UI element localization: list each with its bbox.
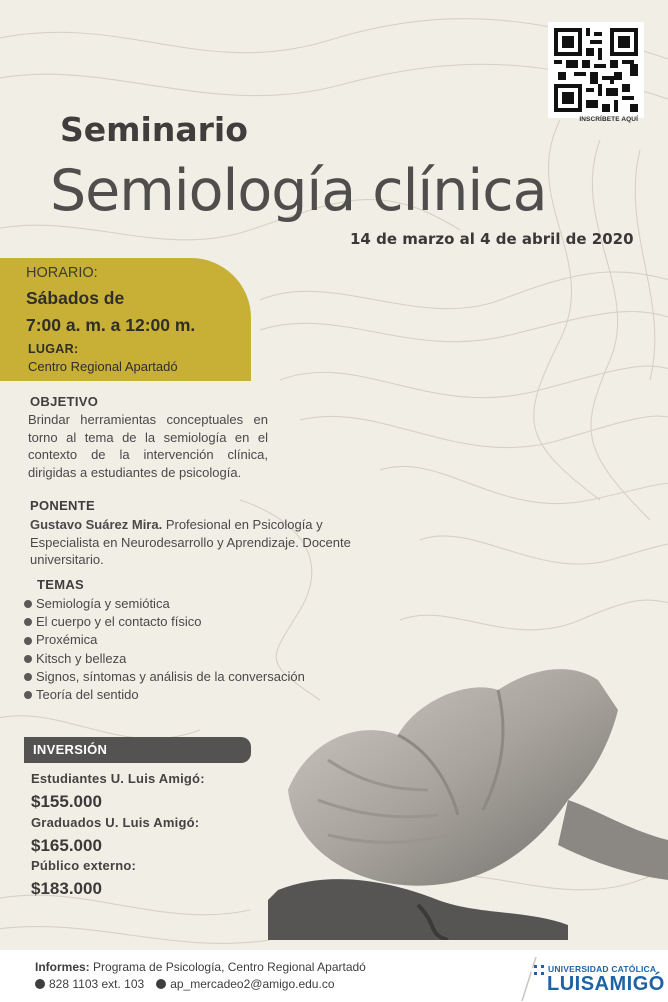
page-title: Semiología clínica	[50, 158, 547, 224]
info-text: Programa de Psicología, Centro Regional Apartadó	[89, 960, 366, 974]
footer-contact	[35, 977, 335, 991]
price-label-graduates: Graduados U. Luis Amigó:	[31, 815, 200, 830]
objective-text: Brindar herramientas conceptuales en torno al tema de la semiología en el contexto de la intervención clínica, dirigidas a estudiantes de psicología.	[28, 412, 268, 480]
price-value-external: $183.000	[31, 879, 102, 898]
topic-label: Proxémica	[36, 632, 98, 648]
list-item	[24, 668, 305, 686]
objective-heading: OBJETIVO	[30, 394, 99, 409]
qr-label: INSCRÍBETE AQUÍ	[579, 116, 638, 123]
list-item	[24, 631, 305, 649]
praying-hands-illustration	[268, 640, 668, 940]
seminar-eyebrow: Seminario	[60, 110, 248, 149]
bullet-icon	[24, 673, 32, 681]
list-item	[24, 595, 305, 613]
schedule-time: 7:00 a. m. a 12:00 m.	[26, 315, 196, 335]
place-label: LUGAR:	[28, 342, 79, 356]
bullet-icon	[24, 637, 32, 645]
email-address[interactable]: ap_mercadeo2@amigo.edu.co	[170, 977, 335, 991]
logo-line-1: UNIVERSIDAD CATÓLICA	[548, 964, 657, 974]
qr-code[interactable]	[548, 22, 644, 118]
topic-label: El cuerpo y el contacto físico	[36, 614, 202, 630]
speaker-text	[30, 516, 370, 569]
price-label-external: Público externo:	[31, 858, 137, 873]
price-value-graduates: $165.000	[31, 836, 102, 855]
info-label: Informes:	[35, 960, 90, 974]
topic-label: Semiología y semiótica	[36, 596, 170, 611]
topic-label: Teoría del sentido	[36, 687, 139, 703]
price-value-students: $155.000	[31, 792, 102, 811]
list-item	[24, 686, 305, 704]
footer-info	[35, 960, 366, 974]
schedule-label: HORARIO:	[26, 265, 98, 281]
speaker-heading: PONENTE	[30, 498, 95, 513]
topic-label: Kitsch y belleza	[36, 650, 127, 666]
logo-line-2: LUISAMIGÓ	[547, 973, 665, 995]
speaker-bio: Profesional en Psicología y Especialista en Neurodesarrollo y Aprendizaje. Docente universitario.	[30, 517, 351, 567]
topic-label: Signos, síntomas y análisis de la conversación	[36, 668, 305, 684]
price-label-students: Estudiantes U. Luis Amigó:	[31, 771, 205, 786]
bullet-icon	[24, 600, 32, 608]
phone-number[interactable]: 828 1103 ext. 103	[49, 977, 145, 991]
bullet-icon	[24, 655, 32, 663]
event-dates: 14 de marzo al 4 de abril de 2020	[350, 230, 634, 248]
phone-icon	[35, 979, 45, 989]
list-item	[24, 613, 305, 631]
speaker-name: Gustavo Suárez Mira.	[30, 517, 163, 532]
topics-list	[24, 595, 305, 704]
schedule-day: Sábados de	[26, 288, 125, 308]
bullet-icon	[24, 691, 32, 699]
place-value: Centro Regional Apartadó	[28, 359, 178, 374]
investment-heading: INVERSIÓN	[33, 742, 108, 757]
email-icon	[156, 979, 166, 989]
bullet-icon	[24, 618, 32, 626]
list-item	[24, 650, 305, 668]
topics-heading: TEMAS	[37, 577, 84, 592]
